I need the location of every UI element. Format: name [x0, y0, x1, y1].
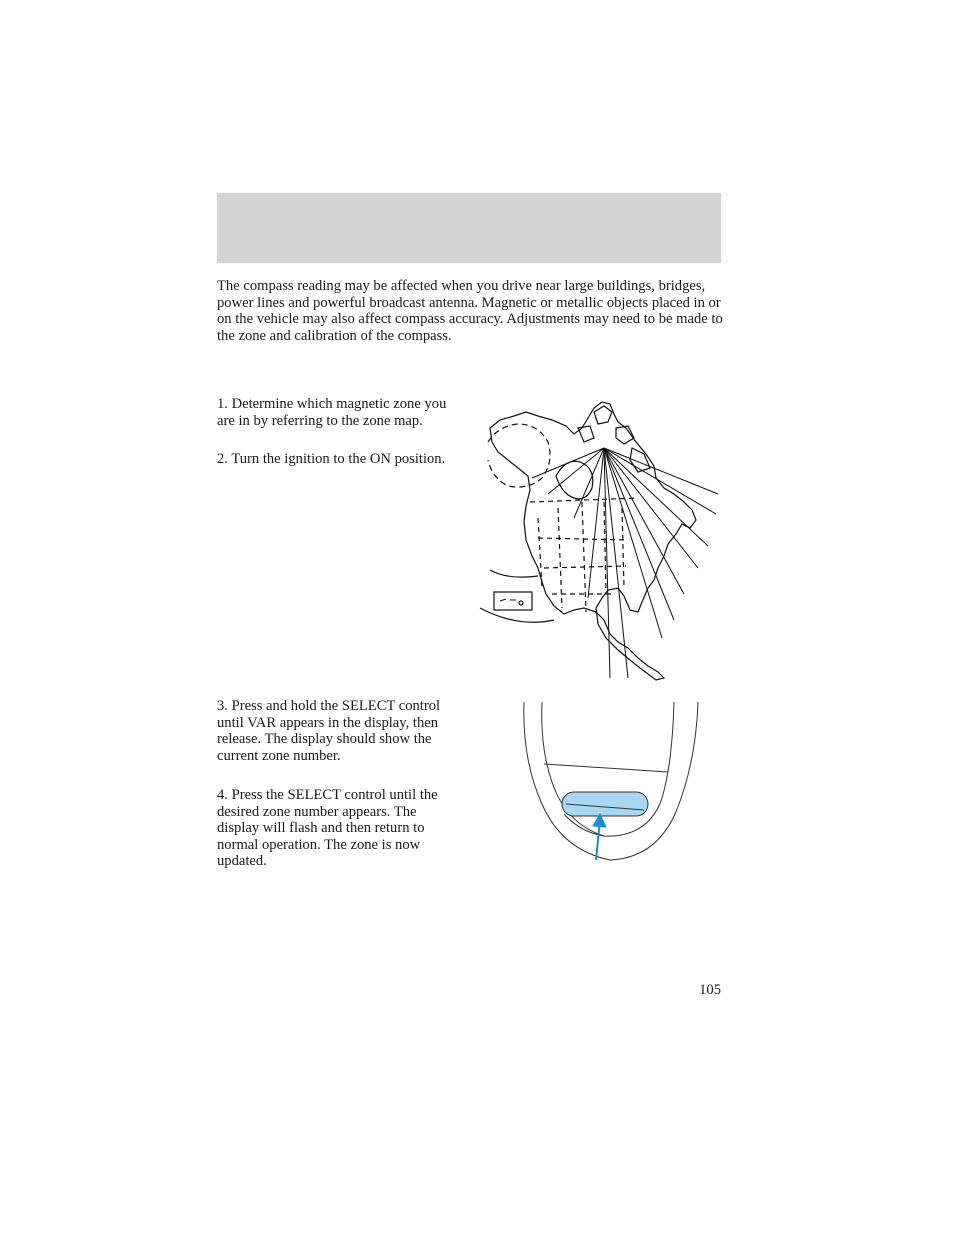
step-1: 1. Determine which magnetic zone you are in by referring to the zone map.: [217, 396, 447, 429]
step-2: 2. Turn the ignition to the ON position.: [217, 451, 446, 467]
step-3: 3. Press and hold the SELECT control until VAR appears in the display, then release. The display should show the current zone number.: [217, 698, 441, 764]
zone-map-icon: [478, 398, 724, 684]
step-4: 4. Press the SELECT control until the desired zone number appears. The display will flash and then return to normal operation. The zone is now updated.: [217, 787, 438, 869]
section-header-band: [217, 193, 721, 263]
page-number: 105: [699, 982, 721, 998]
intro-paragraph: The compass reading may be affected when you drive near large buildings, bridges, power lines and powerful broadcast antenna. Magnetic or metallic objects placed in or on the vehicle may also affect compass accuracy. Adjustments may need to be made to the zone and calibration of the compass.: [217, 278, 723, 344]
select-button-illustration: [520, 700, 702, 864]
